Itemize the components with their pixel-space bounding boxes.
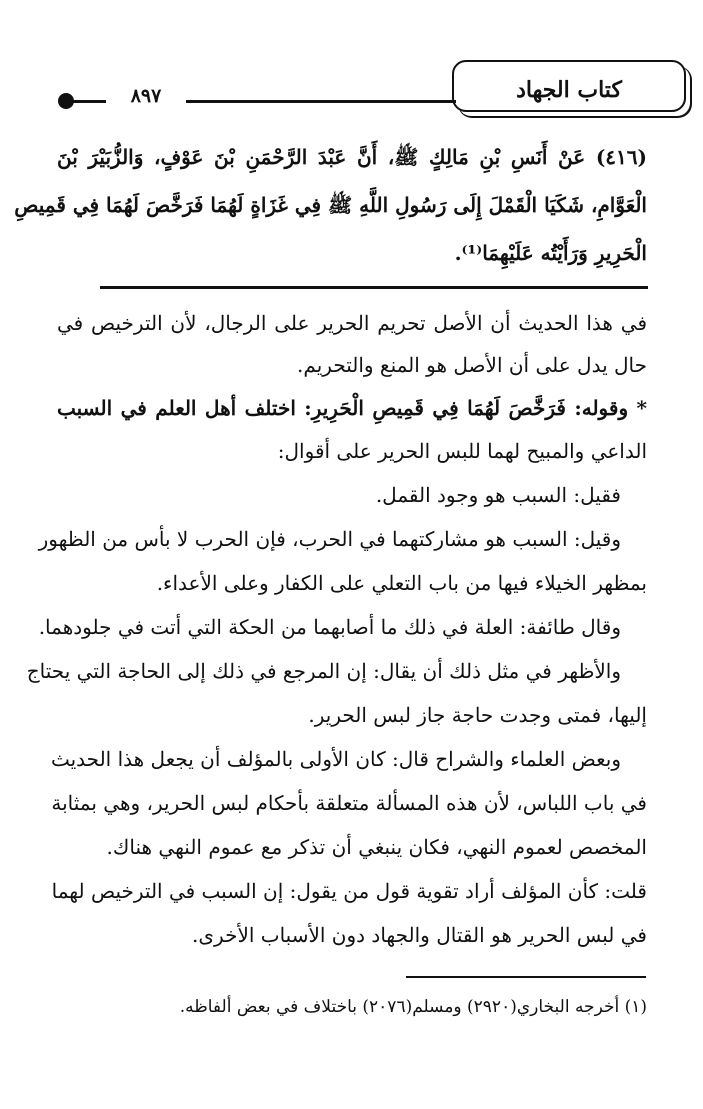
commentary-line: بمظهر الخيلاء فيها من باب التعلي على الكفار وعلى الأعداء. [156,571,647,595]
commentary-line: * وقوله: فَرَخَّصَ لَهُمَا فِي قَمِيصِ الْحَرِيرِ: اختلف أهل العلم في السبب [57,396,647,420]
hadith-line: الْحَرِيرِ وَرَأَيْتُه عَلَيْهِمَا⁽¹⁾. [454,241,647,265]
commentary-line: في هذا الحديث أن الأصل تحريم الحرير على الرجال، لأن الترخيص في [57,311,647,335]
commentary-line: إليها، فمتى وجدت حاجة جاز لبس الحرير. [308,703,647,727]
commentary-line: المخصص لعموم النهي، فكان ينبغي أن تذكر مع عموم النهي هناك. [106,835,647,859]
commentary-line: وبعض العلماء والشراح قال: كان الأولى بالمؤلف أن يجعل هذا الحديث [50,747,621,771]
commentary-line: فقيل: السبب هو وجود القمل. [375,483,621,507]
header-bullet-icon [58,93,74,109]
section-separator [100,286,648,289]
footnote-separator [406,976,646,978]
commentary-line: حال يدل على أن الأصل هو المنع والتحريم. [297,353,647,377]
hadith-line: الْعَوَّامِ، شَكَيَا الْقَمْلَ إِلَى رَسُولِ اللَّهِ ﷺ فِي غَزَاةٍ لَهُمَا فَرَخَّصَ لَهُمَا فِي قَمِيصِ [14,193,647,217]
chapter-title: كتاب الجهاد [516,77,622,103]
commentary-line: في باب اللباس، لأن هذه المسألة متعلقة بأحكام لبس الحرير، وهي بمثابة [51,791,647,815]
commentary-line: وقيل: السبب هو مشاركتهما في الحرب، فإن الحرب لا بأس من الظهور [38,527,621,551]
footnote: (١) أخرجه البخاري(٢٩٢٠) ومسلم(٢٠٧٦) باختلاف في بعض ألفاظه. [179,997,647,1017]
commentary-line: وقال طائفة: العلة في ذلك ما أصابهما من الحكة التي أتت في جلودهما. [38,615,621,639]
hadith-line: (٤١٦) عَنْ أَنَسِ بْنِ مَالِكٍ ﷺ، أَنَّ عَبْدَ الرَّحْمَنِ بْنَ عَوْفٍ، وَالزُّبَيْرَ بْنَ [57,145,647,169]
commentary-line: الداعي والمبيح لهما للبس الحرير على أقوال: [277,439,647,463]
commentary-line: والأظهر في مثل ذلك أن يقال: إن المرجع في ذلك إلى الحاجة التي يحتاج [26,659,621,683]
page-number: ٨٩٧ [106,84,186,108]
commentary-line: قلت: كأن المؤلف أراد تقوية قول من يقول: إن السبب في الترخيص لهما [51,879,647,903]
commentary-line: في لبس الحرير هو القتال والجهاد دون الأسباب الأخرى. [192,923,647,947]
